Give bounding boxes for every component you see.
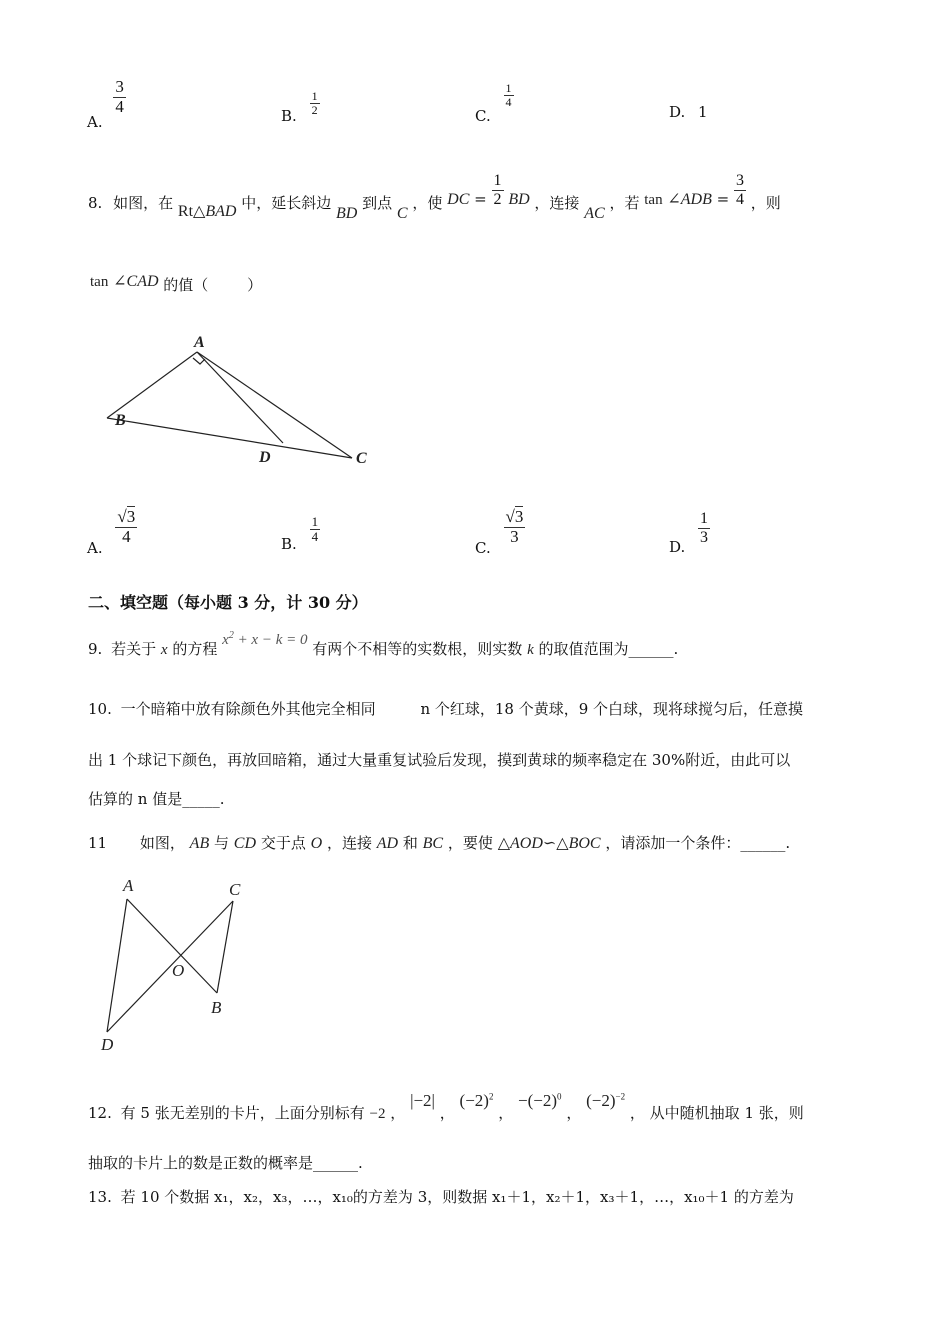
label-a: A (194, 334, 205, 351)
q8-line1: 8. 如图，在 Rt△BAD 中，延长斜边 BD 到点 C ，使 DC = $\frac{1}{2}$ BD ，连接 AC ，若 tan ∠ADB = $\frac{3}{4}$ ，则 (88, 172, 781, 223)
q7-option-b (281, 89, 320, 125)
option-label: D. (669, 103, 686, 121)
q12-line2: 抽取的卡片上的数是正数的概率是______. (88, 1154, 363, 1172)
power-3: $(-2)^{-2}$ (586, 1091, 626, 1110)
q7-option-d (669, 103, 708, 121)
power-1: $(-2)^2$ (459, 1091, 494, 1110)
fraction: $\frac{1}{4}$ (311, 514, 319, 545)
q8-line2: tan ∠CAD 的值（ ） (90, 273, 263, 294)
question-number: 8. (88, 194, 103, 213)
label-c: C (229, 880, 241, 899)
equation: $x^2 + x - k = 0$ (222, 630, 308, 648)
q11-bowtie-figure (95, 872, 255, 1057)
q7-option-a (87, 77, 126, 132)
fraction: $\frac{1}{2}$ (311, 89, 318, 118)
option-label: B. (281, 106, 297, 125)
option-label: A. (87, 113, 103, 132)
q10-line2: 出 1 个球记下颜色，再放回暗箱，通过大量重复试验后发现，摸到黄球的频率稳定在 30%附近，由此可以 (88, 751, 791, 769)
label-c: C (356, 450, 367, 467)
label-b: B (115, 412, 126, 429)
q10-line3: 估算的 n 值是_____. (88, 790, 225, 808)
q11-line: 11 如图， AB 与 CD 交于点 O ，连接 AD 和 BC ，要使 △AOD∽△BOC ，请添加一个条件：______. (88, 834, 791, 852)
q9-line: 9. 若关于 x 的方程 $x^2 + x - k = 0$ 有两个不相等的实数根，则实数 k 的取值范围为______. (88, 630, 679, 658)
label-o: O (172, 961, 185, 980)
q8-option-d: D. $\frac{1}{3}$ (669, 510, 709, 557)
power-2: $-(-2)^0$ (518, 1091, 562, 1110)
q8-option-b: B. $\frac{1}{4}$ (281, 514, 319, 553)
q8-option-c: C. $\frac{√3}{3}$ (475, 507, 524, 558)
option-label: C. (475, 106, 491, 125)
segment-ac (197, 352, 352, 458)
segment-ad (197, 352, 283, 443)
segment-ad (107, 899, 127, 1032)
segment-bc (107, 418, 352, 458)
q13-line: 13. 若 10 个数据 x₁，x₂，x₃，…，x₁₀的方差为 3，则数据 x₁＋1，x₂＋1，x₃＋1，…，x₁₀＋1 的方差为 (88, 1188, 794, 1206)
fraction-three-quarters: $\frac{3}{4}$ (736, 172, 745, 208)
label-d: D (259, 449, 271, 466)
q10-line1: 10. 一个暗箱中放有除颜色外其他完全相同 n 个红球，18 个黄球，9 个白球，现将球搅匀后，任意摸 (88, 700, 804, 718)
fraction: $\frac{1}{3}$ (700, 510, 709, 546)
q7-option-c (475, 81, 514, 125)
label-b: B (211, 998, 222, 1017)
q12-line1: 12. 有 5 张无差别的卡片，上面分别标有 −2 ， |−2| ， $(-2)^2$ ， $-(-2)^0$ ， $(-2)^{-2}$ ， 从中随机抽取 1 张，则 (88, 1091, 804, 1122)
section-heading: 二、填空题（每小题 3 分，计 30 分） (88, 593, 368, 612)
fraction: $\frac{3}{4}$ (115, 77, 124, 116)
q8-triangle-figure (100, 328, 390, 473)
fraction-half: $\frac{1}{2}$ (493, 172, 502, 208)
q8-option-a: A. $\frac{√3}{4}$ (87, 507, 136, 558)
fraction: $\frac{1}{4}$ (505, 81, 512, 110)
label-d: D (101, 1035, 114, 1054)
option-value: 1 (698, 103, 708, 121)
fraction-sqrt3-over-3: $\frac{√3}{3}$ (505, 507, 524, 546)
fraction-sqrt3-over-4: $\frac{√3}{4}$ (117, 507, 136, 546)
label-a: A (123, 876, 134, 895)
segment-ab (107, 352, 197, 418)
